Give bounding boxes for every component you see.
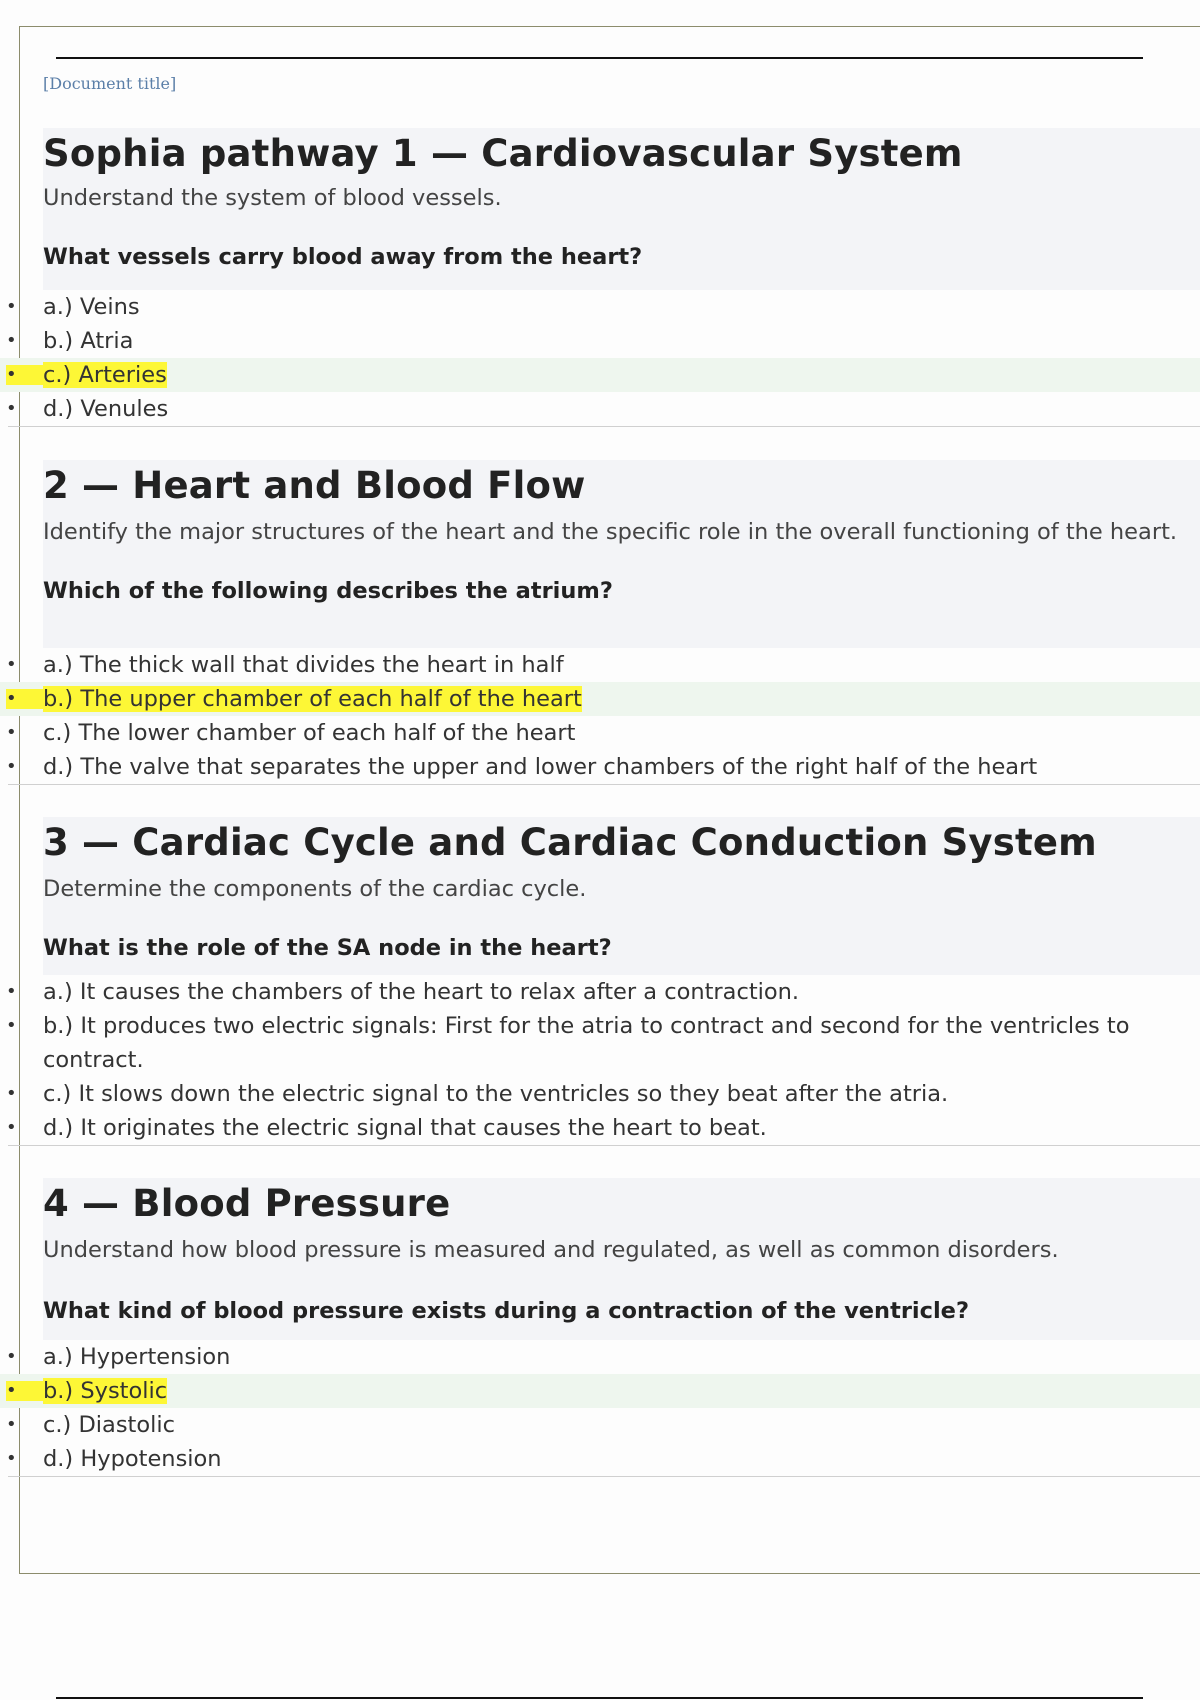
- section-description: Understand how blood pressure is measured and regulated, as well as common disorders.: [43, 1237, 1059, 1264]
- question-text: What vessels carry blood away from the heart?: [43, 244, 643, 271]
- section-divider: [8, 1476, 1200, 1477]
- section-title: 3 — Cardiac Cycle and Cardiac Conduction System: [43, 821, 1097, 864]
- section-divider: [8, 784, 1200, 785]
- answer-option[interactable]: • a.) The thick wall that divides the heart in half: [0, 648, 1200, 682]
- answer-option[interactable]: • d.) It originates the electric signal that causes the heart to beat.: [0, 1111, 1200, 1145]
- answer-option[interactable]: • d.) Hypotension: [0, 1442, 1200, 1476]
- answer-option-highlighted[interactable]: • c.) Arteries: [0, 358, 1200, 392]
- answer-option[interactable]: • d.) The valve that separates the upper and lower chambers of the right half of the heart: [0, 750, 1200, 784]
- question-text: What kind of blood pressure exists during a contraction of the ventricle?: [43, 1298, 969, 1325]
- answer-option-highlighted[interactable]: • b.) Systolic: [0, 1374, 1200, 1408]
- answer-option[interactable]: • c.) The lower chamber of each half of the heart: [0, 716, 1200, 750]
- section-description: Identify the major structures of the heart and the specific role in the overall functioning of the heart.: [43, 519, 1178, 546]
- section-title: 4 — Blood Pressure: [43, 1182, 451, 1225]
- section-cardiac-cycle: [0, 817, 1200, 1146]
- answer-option[interactable]: • d.) Venules: [0, 392, 1200, 426]
- section-blood-pressure: [0, 1178, 1200, 1477]
- footer-rule: [56, 1697, 1143, 1699]
- section-divider: [8, 1145, 1200, 1146]
- section-header: [43, 1178, 1200, 1340]
- answer-option[interactable]: • b.) It produces two electric signals: First for the atria to contract and second for the ventricles to contract.: [0, 1009, 1200, 1077]
- section-description: Determine the components of the cardiac cycle.: [43, 876, 587, 903]
- question-text: Which of the following describes the atrium?: [43, 578, 613, 605]
- section-divider: [8, 426, 1200, 427]
- section-cardiovascular-system: [0, 128, 1200, 427]
- answer-option[interactable]: • c.) It slows down the electric signal to the ventricles so they beat after the atria.: [0, 1077, 1200, 1111]
- answer-option-highlighted[interactable]: • b.) The upper chamber of each half of the heart: [0, 682, 1200, 716]
- section-heart-and-blood-flow: [0, 460, 1200, 785]
- answer-option[interactable]: • b.) Atria: [0, 324, 1200, 358]
- answer-options: [0, 1340, 1200, 1476]
- section-header: [43, 128, 1200, 290]
- answer-option[interactable]: • a.) Hypertension: [0, 1340, 1200, 1374]
- answer-option[interactable]: • c.) Diastolic: [0, 1408, 1200, 1442]
- document-title[interactable]: [Document title]: [43, 74, 177, 93]
- section-description: Understand the system of blood vessels.: [43, 185, 502, 212]
- answer-options: [0, 648, 1200, 784]
- header-rule: [56, 57, 1143, 59]
- question-text: What is the role of the SA node in the heart?: [43, 935, 612, 962]
- answer-options: [0, 975, 1200, 1145]
- section-title: 2 — Heart and Blood Flow: [43, 464, 586, 507]
- section-header: [43, 460, 1200, 648]
- section-header: [43, 817, 1200, 975]
- answer-option[interactable]: • a.) Veins: [0, 290, 1200, 324]
- answer-option[interactable]: • a.) It causes the chambers of the heart to relax after a contraction.: [0, 975, 1200, 1009]
- section-title: Sophia pathway 1 — Cardiovascular System: [43, 132, 963, 175]
- answer-options: [0, 290, 1200, 426]
